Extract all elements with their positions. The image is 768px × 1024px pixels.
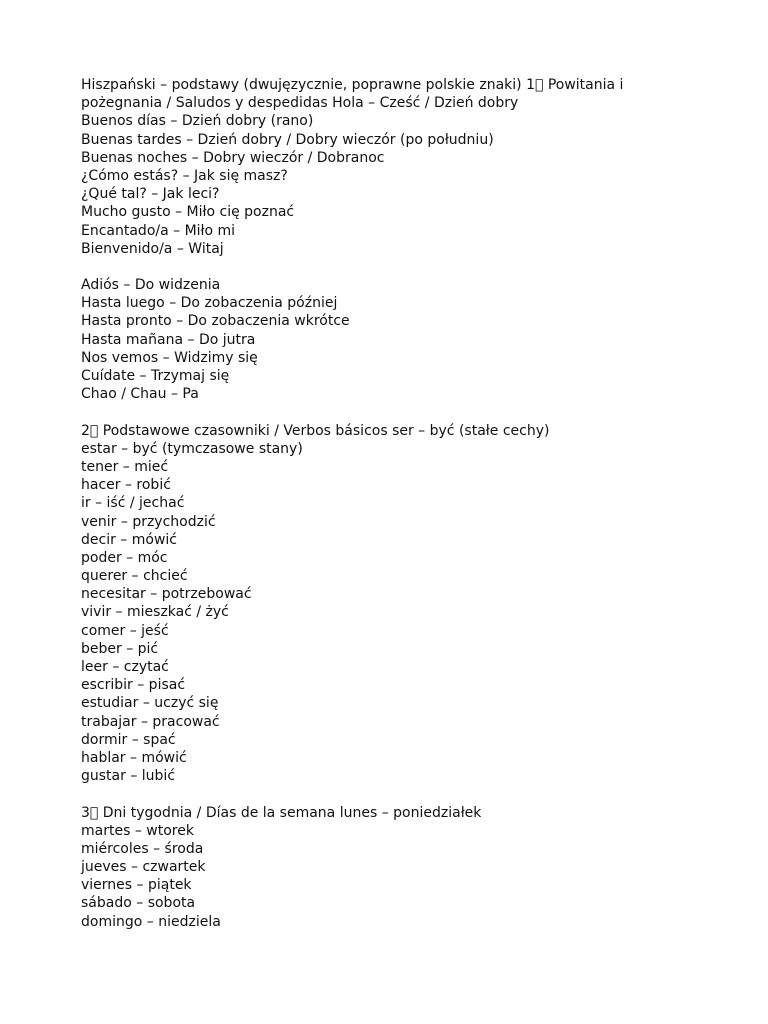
farewell-line: Chao / Chau – Pa: [81, 386, 199, 403]
verb-line: hacer – robić: [81, 477, 171, 494]
day-line: martes – wtorek: [81, 822, 194, 839]
farewell-line: Hasta mañana – Do jutra: [81, 331, 256, 348]
greeting-line: Mucho gusto – Miło cię poznać: [81, 204, 295, 221]
verb-line: comer – jeść: [81, 622, 169, 639]
verb-line: escribir – pisać: [81, 677, 186, 694]
farewell-line: Cuídate – Trzymaj się: [81, 368, 230, 384]
verb-line: beber – pić: [81, 640, 159, 657]
day-line: jueves – czwartek: [81, 859, 206, 876]
verb-line: gustar – lubić: [81, 768, 176, 785]
verb-line: decir – mówić: [81, 531, 177, 548]
greeting-line: Bienvenido/a – Witaj: [81, 240, 224, 257]
verb-line: necesitar – potrzebować: [81, 586, 252, 603]
verb-line: hablar – mówić: [81, 749, 187, 766]
day-line: miércoles – środa: [81, 840, 204, 857]
intro-line-2: pożegnania / Saludos y despedidas Hola – Cześć / Dzień dobry: [81, 95, 519, 112]
blank-line: [81, 403, 731, 421]
farewell-line: Adiós – Do widzenia: [81, 277, 221, 294]
section-3-heading: 3⃣ Dni tygodnia / Días de la semana lunes – poniedziałek: [81, 804, 482, 821]
verb-line: tener – mieć: [81, 458, 169, 475]
farewell-line: Hasta pronto – Do zobaczenia wkrótce: [81, 313, 350, 330]
farewell-line: Nos vemos – Widzimy się: [81, 349, 258, 366]
greeting-line: ¿Cómo estás? – Jak się masz?: [81, 167, 288, 184]
day-line: domingo – niedziela: [81, 913, 221, 930]
blank-line: [81, 258, 731, 276]
greeting-line: Buenas tardes – Dzień dobry / Dobry wieczór (po południu): [81, 131, 494, 148]
farewell-line: Hasta luego – Do zobaczenia później: [81, 295, 338, 312]
verb-line: estudiar – uczyć się: [81, 695, 219, 712]
verb-line: vivir – mieszkać / żyć: [81, 604, 229, 621]
section-2-heading: 2⃣ Podstawowe czasowniki / Verbos básicos ser – być (stałe cechy): [81, 422, 550, 439]
verb-line: estar – być (tymczasowe stany): [81, 440, 303, 457]
blank-line: [81, 785, 731, 803]
greeting-line: Buenas noches – Dobry wieczór / Dobranoc: [81, 149, 385, 166]
greeting-line: Encantado/a – Miło mi: [81, 222, 236, 239]
day-line: sábado – sobota: [81, 895, 196, 912]
verb-line: dormir – spać: [81, 731, 176, 748]
verb-line: venir – przychodzić: [81, 513, 216, 530]
day-line: viernes – piątek: [81, 877, 192, 894]
verb-line: querer – chcieć: [81, 568, 188, 585]
document-page: [81, 76, 731, 931]
intro-line-1: Hiszpański – podstawy (dwujęzycznie, poprawne polskie znaki) 1⃣ Powitania i: [81, 77, 624, 93]
greeting-line: ¿Qué tal? – Jak leci?: [81, 186, 220, 203]
verb-line: poder – móc: [81, 549, 168, 566]
verb-line: trabajar – pracować: [81, 713, 220, 730]
greeting-line: Buenos días – Dzień dobry (rano): [81, 113, 314, 130]
verb-line: ir – iść / jechać: [81, 495, 185, 512]
verb-line: leer – czytać: [81, 659, 169, 675]
